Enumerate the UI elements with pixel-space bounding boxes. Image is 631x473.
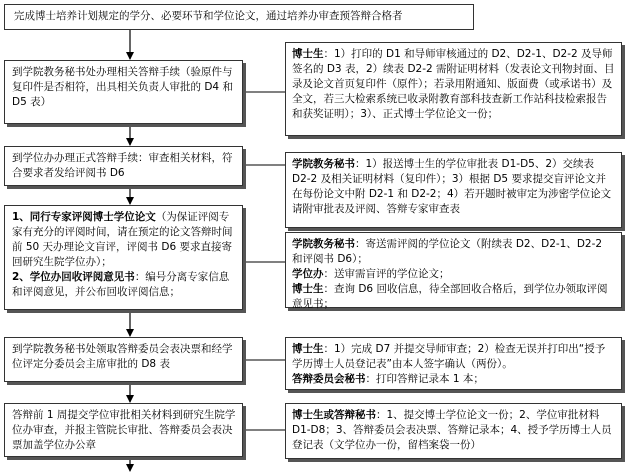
step-4-box xyxy=(4,337,243,382)
note-5-text: ：1、提交博士学位论文一份；2、学位审批材料 D1-D8；3、答辩委员会表决票、答辩记录本；4、授予学历博士人员登记表（文学位办一份，留档案袋一份） xyxy=(292,409,612,451)
note-1-text: ：1）打印的 D1 和导师审核通过的 D2、D2-1、D2-2 及导师签名的 D3 表，2）续表 D2-2 需附证明材料（发表论文刊物封面、目录及论文首页复印件（原件）；若录用附通知、版面费（或承诺书）及全文，若三大检索系统已收录附教育部科技查新工作站科技检索报告和获奖证明）；3）、正式博士学位论文一份； xyxy=(292,48,615,120)
note-3-text-2: ：送审需盲评的学位论文； xyxy=(323,268,450,280)
step-3-box xyxy=(4,205,243,310)
note-3-label-1: 学院教务秘书 xyxy=(292,238,355,250)
top-text: 完成博士培养计划规定的学分、必要环节和学位论文，通过培养办审查预答辩合格者 xyxy=(14,10,403,22)
note-4-text-1: ：1）完成 D7 并提交导师审查；2）检查无误并打印出“授予学历博士人员登记表”由本人签字确认（两份）。 xyxy=(292,343,606,370)
step-1-box xyxy=(4,60,243,124)
note-3-box xyxy=(285,232,622,308)
note-1-box xyxy=(285,42,622,136)
note-4-label-2: 答辩委员会秘书 xyxy=(292,373,366,385)
step-2-box xyxy=(4,146,243,186)
note-2-text: ：1）报送博士生的学位审批表 D1-D5、2）交续表 D2-2 及相关证明材料（复印件）；3）根据 D5 要求提交盲评论文并在每份论文中附 D2-1 和 D2-2；4）若开题时被审定为涉密学位论文请附审批表及评阅、答辩专家审查表 xyxy=(292,158,612,215)
step-3-label-2: 2、学位办回收评阅意见书 xyxy=(12,271,135,283)
step-4-text: 到学院教务秘书处领取答辩委员会表决票和经学位评定分委员会主席审批的 D8 表 xyxy=(12,343,233,370)
note-3-label-3: 博士生 xyxy=(292,283,324,295)
step-1-text: 到学院教务秘书处办理相关答辩手续（验原件与复印件是否相符，出具相关负责人审批的 D4 和 D5 表） xyxy=(12,66,233,108)
note-1-label: 博士生 xyxy=(292,48,324,60)
note-4-label-1: 博士生 xyxy=(292,343,324,355)
note-3-label-2: 学位办 xyxy=(292,268,324,280)
step-5-text: 答辩前 1 周提交学位审批相关材料到研究生院学位办审查，并报主管院长审批、答辩委员会表决票加盖学位办公章 xyxy=(12,409,236,451)
step-3-text-1: （为保证评阅专家有充分的评阅时间，请在预定的论文答辩时间前 50 天办理论文盲评，评阅书 D6 要求直接寄回研究生院学位办）； xyxy=(12,211,233,268)
note-2-box xyxy=(285,152,622,228)
note-2-label: 学院教务秘书 xyxy=(292,158,355,170)
note-5-label: 博士生或答辩秘书 xyxy=(292,409,376,421)
note-5-box xyxy=(285,403,622,459)
step-3-label-1: 1、同行专家评阅博士学位论文 xyxy=(12,211,156,223)
note-4-text-2: ：打印答辩记录本 1 本； xyxy=(365,373,484,385)
top-box xyxy=(4,4,474,30)
note-3-text-3: ：查询 D6 回收信息，待全部回收合格后，到学位办领取评阅意见书； xyxy=(292,283,608,310)
note-3-text-1: ：寄送需评阅的学位论文（附续表 D2、D2-1、D2-2 和评阅书 D6）； xyxy=(292,238,603,265)
step-3-text-2: ：编号分离专家信息和评阅意见，并公布回收评阅信息； xyxy=(12,271,230,298)
step-2-text: 到学位办办理正式答辩手续：审查相关材料，符合要求者发给评阅书 D6 xyxy=(12,152,233,179)
step-5-box xyxy=(4,403,243,457)
note-4-box xyxy=(285,337,622,390)
